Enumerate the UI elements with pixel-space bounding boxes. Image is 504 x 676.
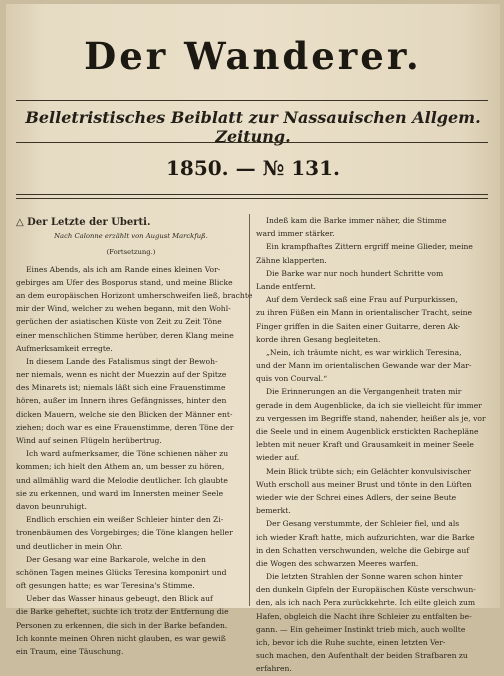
right-column bbox=[256, 214, 490, 676]
text-line: den, als ich nach Pera zurückkehrte. Ich eilte gleich zum bbox=[256, 598, 476, 608]
text-line: mir der Wind, welcher zu wehen begann, mit den Wohl- bbox=[16, 304, 231, 314]
text-line: einer menschlichen Stimme herüber, deren Klang meine bbox=[16, 330, 234, 340]
text-line: ner niemals, wenn es nicht der Muezzin auf der Spitze bbox=[16, 370, 227, 380]
text-line: zu ihren Füßen ein Mann in orientalischer Tracht, seine bbox=[256, 308, 473, 318]
text-line: Hafen, obgleich die Nacht ihre Schleier zu entfalten be- bbox=[256, 611, 472, 621]
newspaper-title: Der Wanderer. bbox=[84, 34, 422, 78]
text-line: Ich konnte meinen Ohren nicht glauben, es war gewiß bbox=[16, 633, 226, 643]
text-line: Eines Abends, als ich am Rande eines kleinen Vor- bbox=[26, 264, 221, 274]
left-column bbox=[16, 214, 253, 658]
text-line: sie zu erkennen, und ward im Innersten meiner Seele bbox=[16, 488, 224, 498]
text-line: die Wogen des schwarzen Meeres warfen. bbox=[256, 558, 419, 568]
text-line: such machen, den Aufenthalt der beiden Strafbaren zu bbox=[256, 651, 468, 661]
issue-rule-bottom bbox=[16, 198, 488, 199]
issue-rule-top bbox=[16, 194, 488, 195]
newspaper-page bbox=[6, 4, 500, 674]
text-line: Die Barke war nur noch hundert Schritte vom bbox=[266, 268, 444, 278]
text-line: „Nein, ich träumte nicht, es war wirklich Teresina, bbox=[266, 347, 462, 357]
text-line: Wind auf seinen Flügeln herübertrug. bbox=[16, 436, 162, 446]
text-line: bemerkt. bbox=[256, 506, 291, 516]
right-column-text bbox=[256, 214, 490, 676]
text-line: erfahren. bbox=[256, 664, 292, 674]
text-line: Finger griffen in die Saiten einer Guitarre, deren Ak- bbox=[256, 321, 461, 331]
article-continued-note: (Fortsetzung.) bbox=[106, 248, 156, 257]
text-line: dicken Mauern, welche sie den Blicken der Männer ent- bbox=[16, 409, 233, 419]
text-line: Mein Blick trübte sich; ein Gelächter konvulsivischer bbox=[266, 466, 471, 476]
masthead bbox=[6, 34, 500, 78]
text-line: Wuth erscholl aus meiner Brust und tönte in den Lüften bbox=[256, 479, 472, 489]
text-line: Lande entfernt. bbox=[256, 281, 316, 291]
text-line: die Barke geheftet, suchte ich trotz der Entfernung die bbox=[16, 607, 229, 617]
text-line: gebirges am Ufer des Bosporus stand, und meine Blicke bbox=[16, 277, 233, 287]
text-line: lebten mit neuer Kraft und Grausamkeit in meiner Seele bbox=[256, 440, 474, 450]
text-line: ich wieder Kraft hatte, mich aufzurichten, war die Barke bbox=[256, 532, 475, 542]
text-line: wieder wie der Schrei eines Adlers, der seine Beute bbox=[256, 492, 457, 502]
text-line: in den Schatten verschwunden, welche die Gebirge auf bbox=[256, 545, 470, 555]
text-line: Ein krampfhaftes Zittern ergriff meine Glieder, meine bbox=[266, 242, 473, 252]
text-line: und deutlicher in mein Ohr. bbox=[16, 541, 123, 551]
text-line: Der Gesang war eine Barkarole, welche in den bbox=[26, 554, 206, 564]
text-line: tronenbäumen des Vorgebirges; die Töne klangen heller bbox=[16, 528, 233, 538]
text-line: die Seele und in einem Augenblick erstickten Rachepläne bbox=[256, 427, 479, 436]
text-line: ein Traum, eine Täuschung. bbox=[16, 647, 124, 657]
text-line: Der Gesang verstummte, der Schleier fiel, und als bbox=[266, 519, 460, 529]
text-line: Personen zu erkennen, die sich in der Barke befanden. bbox=[16, 620, 228, 630]
text-line: ich, bevor ich die Ruhe suchte, einen letzten Ver- bbox=[256, 638, 446, 647]
text-line: gann. — Ein geheimer Instinkt trieb mich, auch wollte bbox=[256, 624, 466, 634]
text-line: und der Mann im orientalischen Gewande war der Mar- bbox=[256, 361, 472, 371]
text-line: wieder auf. bbox=[256, 453, 300, 463]
column-divider bbox=[249, 214, 250, 606]
text-line: Die Erinnerungen an die Vergangenheit traten mir bbox=[266, 387, 462, 397]
text-line: des Minarets ist; niemals läßt sich eine Frauenstimme bbox=[16, 383, 226, 393]
text-line: hören, außer im Innern ihres Gefängnisses, hinter den bbox=[16, 396, 227, 406]
text-line: Auf dem Verdeck saß eine Frau auf Purpurkissen, bbox=[266, 295, 458, 305]
text-line: Endlich erschien ein weißer Schleier hinter den Zi- bbox=[26, 515, 224, 525]
text-line: kommen; ich hielt den Athem an, um besser zu hören, bbox=[16, 462, 225, 472]
text-line: und allmählig ward die Melodie deutlicher. Ich glaubte bbox=[16, 475, 228, 485]
issue-number: 1850. — № 131. bbox=[166, 156, 340, 180]
text-line: Zähne klapperten. bbox=[256, 255, 327, 265]
text-line: gerade in dem Augenblicke, da ich sie vielleicht für immer bbox=[256, 400, 482, 410]
text-line: Ueber das Wasser hinaus gebeugt, den Blick auf bbox=[26, 594, 213, 604]
text-line: an dem europäischen Horizont umherschweifen ließ, brachte bbox=[16, 290, 253, 300]
text-line: schönen Tagen meines Glücks Teresina komponirt und bbox=[16, 567, 227, 577]
left-column-text bbox=[16, 263, 253, 659]
text-line: zu vergessen im Begriffe stand, nahender, heißer als je, vor bbox=[256, 413, 486, 423]
text-line: den dunkeln Gipfeln der Europäischen Küste verschwun- bbox=[256, 585, 476, 595]
title-rule bbox=[16, 100, 488, 101]
text-line: ziehen; doch war es eine Frauenstimme, deren Töne der bbox=[16, 422, 234, 432]
text-line: Die letzten Strahlen der Sonne waren schon hinter bbox=[266, 572, 463, 582]
text-line: davon beunruhigt. bbox=[16, 501, 87, 511]
text-line: Ich ward aufmerksamer, die Töne schienen näher zu bbox=[26, 449, 229, 459]
text-line: oft gesungen hatte; es war Teresina's Stimme. bbox=[16, 581, 195, 591]
text-line: In diesem Lande des Fatalismus singt der Bewoh- bbox=[26, 356, 218, 366]
text-line: quis von Courval.“ bbox=[256, 374, 328, 384]
text-line: ward immer stärker. bbox=[256, 229, 335, 239]
text-line: gerüchen der asiatischen Küste von Zeit zu Zeit Töne bbox=[16, 317, 222, 327]
article-byline: Nach Calonne erzählt von August Marckfuß. bbox=[54, 232, 208, 241]
text-line: Indeß kam die Barke immer näher, die Stimme bbox=[266, 216, 447, 225]
subtitle-rule bbox=[16, 142, 488, 143]
newspaper-subtitle: Belletristisches Beiblatt zur Nassauischen Allgem. Zeitung. bbox=[25, 108, 481, 146]
article-heading: △ Der Letzte der Uberti. bbox=[16, 217, 151, 228]
text-line: korde ihren Gesang begleiteten. bbox=[256, 334, 381, 344]
text-line: Aufmerksamkeit erregte. bbox=[16, 343, 113, 353]
